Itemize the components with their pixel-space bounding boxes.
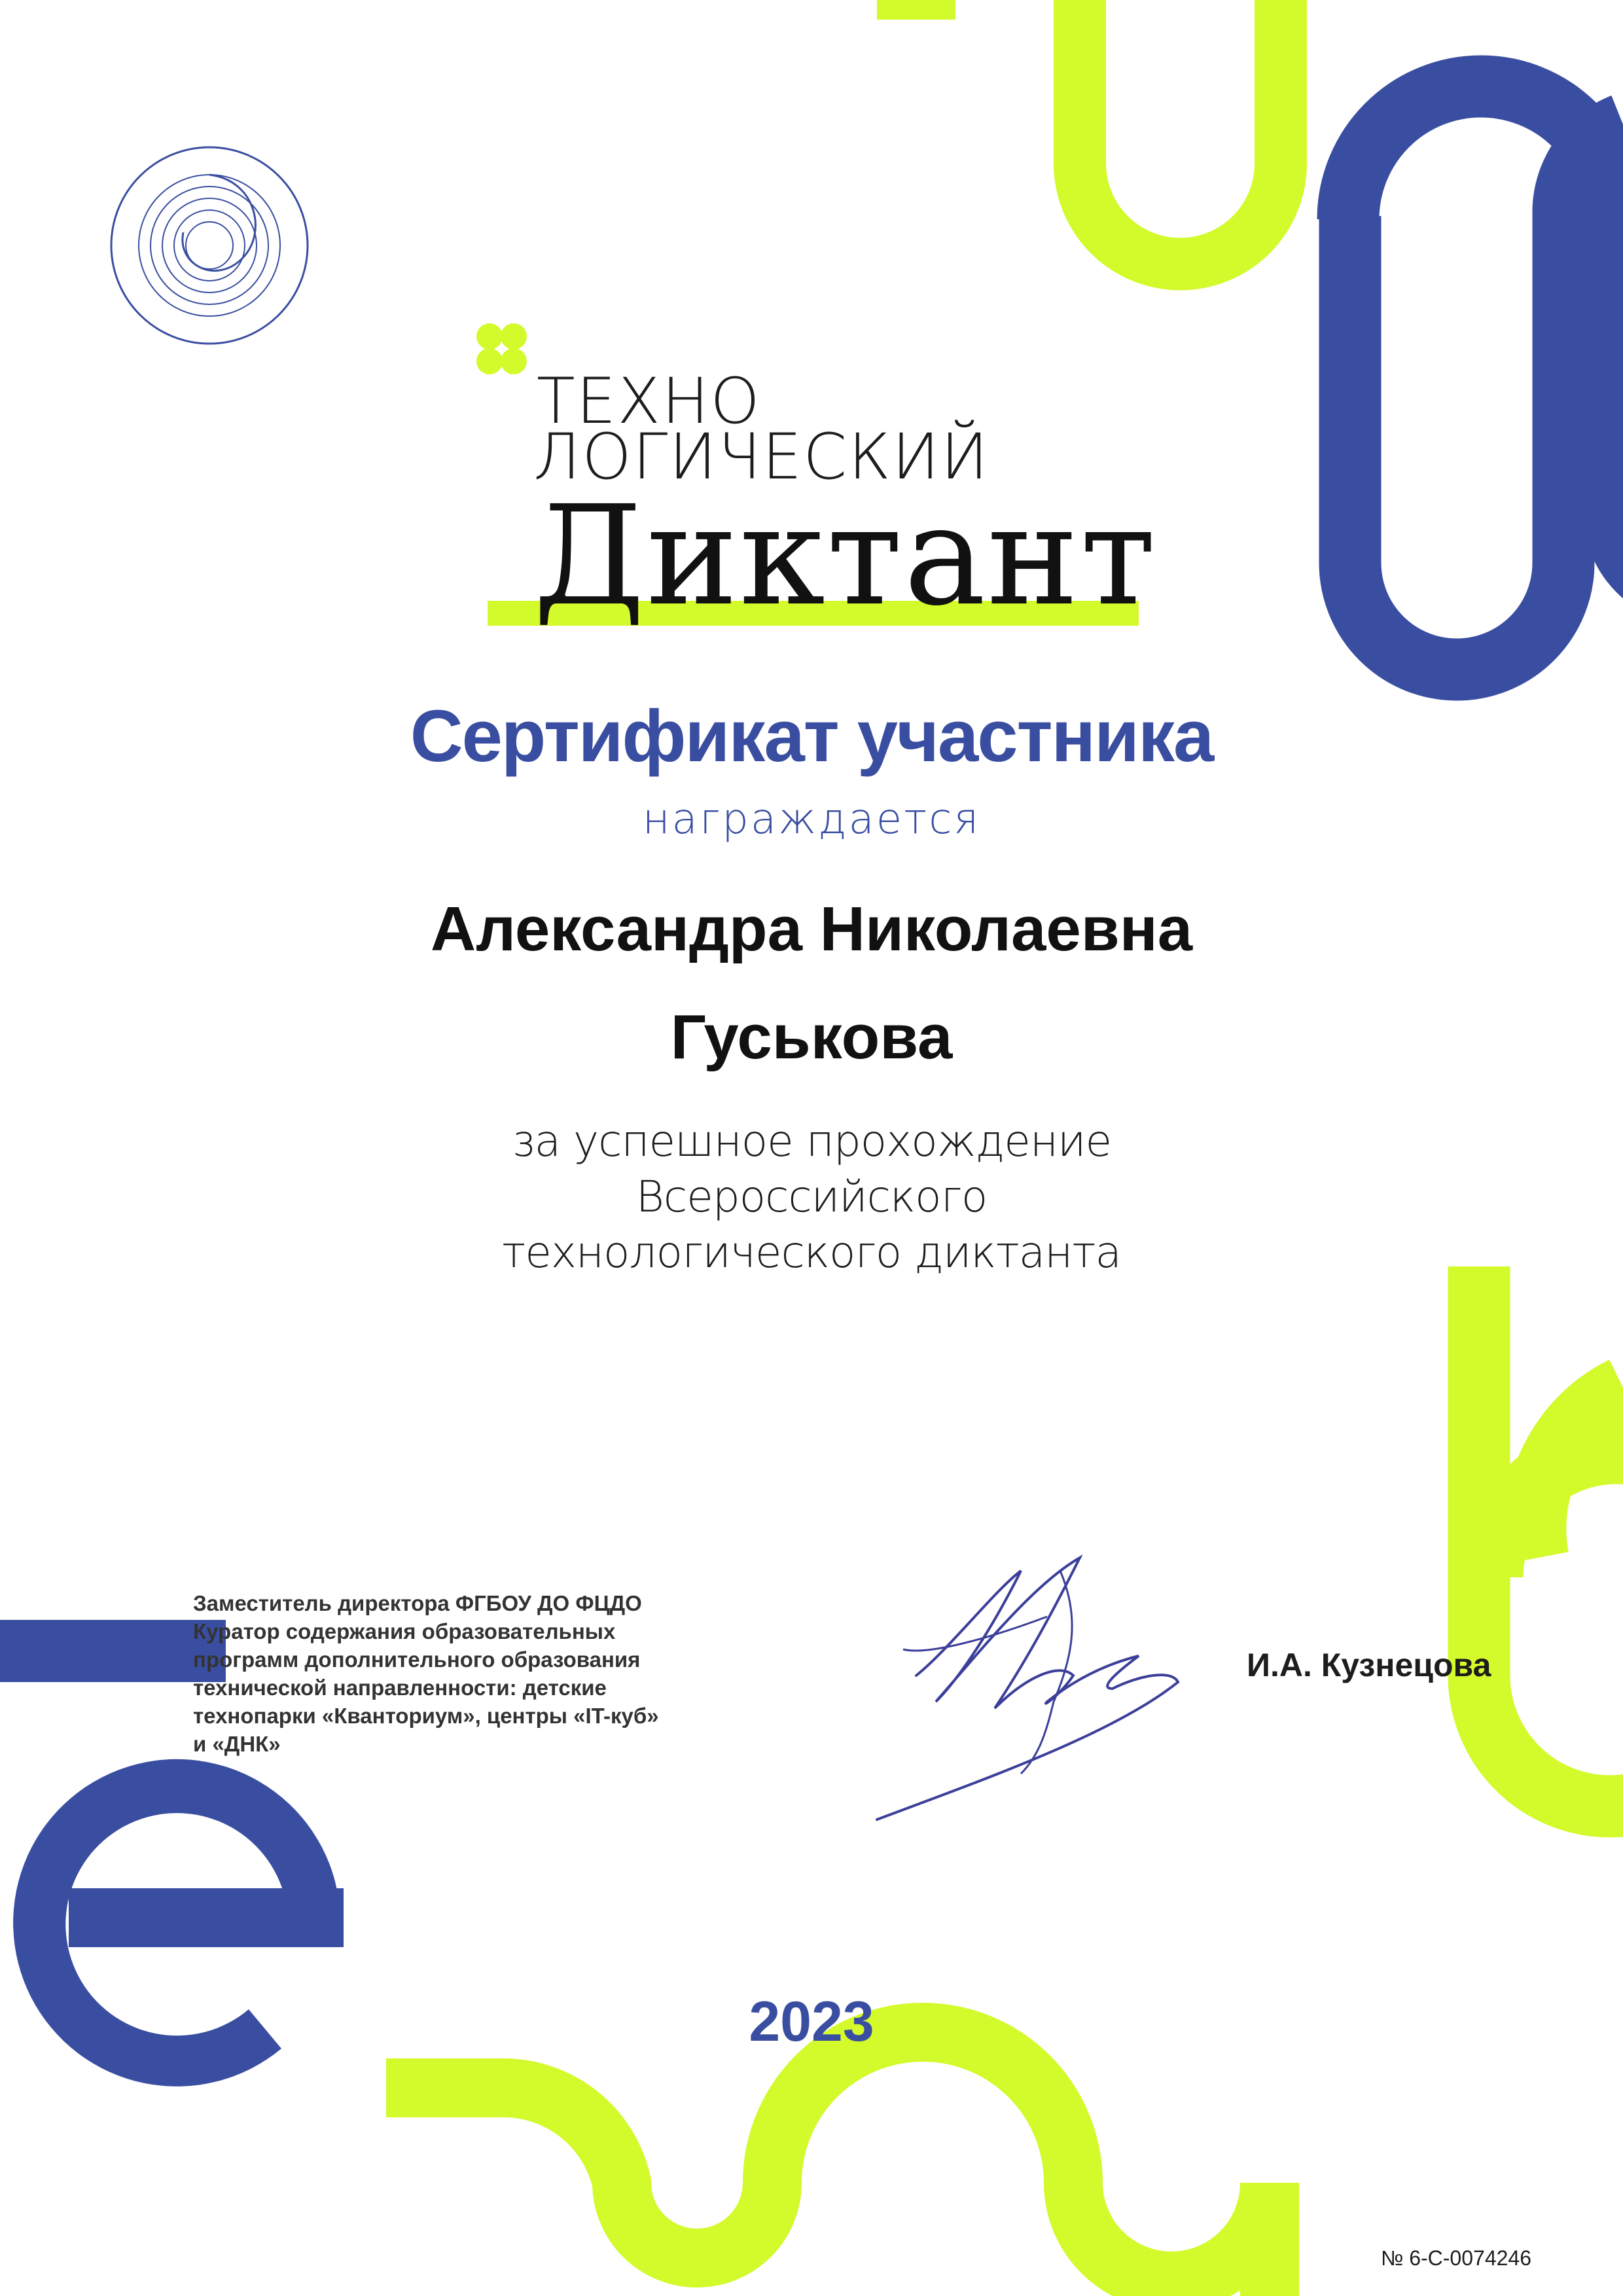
- signatory-line: Куратор содержания образовательных: [193, 1619, 616, 1643]
- signatory-line: Заместитель директора ФГБОУ ДО ФЦДО: [193, 1591, 642, 1615]
- logo-line-2: ЛОГИЧЕСКИЙ: [533, 420, 990, 493]
- reason-line-2: Всероссийского: [635, 1172, 988, 1222]
- logo-line-1: ТЕХНО: [537, 365, 761, 438]
- signatory-line: технопарки «Кванториум», центры «IT-куб»: [193, 1704, 659, 1728]
- certificate-year: 2023: [749, 1990, 874, 2053]
- signatory-line: и «ДНК»: [193, 1732, 281, 1756]
- signatory-name: И.А. Кузнецова: [1247, 1647, 1491, 1683]
- recipient-first-name: Александра Николаевна: [430, 894, 1193, 964]
- logo-line-3: Диктант: [533, 476, 1158, 636]
- reason-line-1: за успешное прохождение: [511, 1116, 1112, 1166]
- signatory-line: технической направленности: детские: [193, 1676, 607, 1700]
- awarded-label: награждается: [642, 795, 981, 844]
- recipient-last-name: Гуськова: [670, 1002, 953, 1072]
- reason-line-3: технологического диктанта: [502, 1227, 1121, 1278]
- certificate-number: № 6-С-0074246: [1380, 2246, 1531, 2270]
- certificate-title: Сертификат участника: [410, 695, 1213, 777]
- signatory-line: программ дополнительного образования: [193, 1647, 641, 1672]
